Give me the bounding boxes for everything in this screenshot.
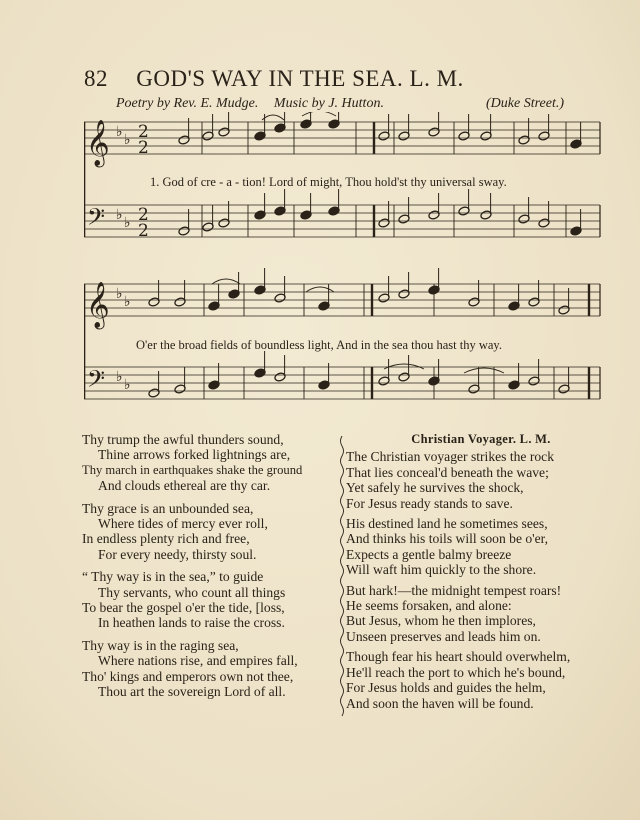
stanza-line: The Christian voyager strikes the rock xyxy=(346,449,555,465)
stanza-line: But Jesus, whom he then implores, xyxy=(346,613,536,629)
verse-line: Where nations rise, and empires fall, xyxy=(98,653,298,669)
svg-text:♭: ♭ xyxy=(116,369,123,385)
verse-4 xyxy=(82,569,344,631)
poetry-credit: Poetry by Rev. E. Mudge. xyxy=(116,96,259,111)
svg-text:♭: ♭ xyxy=(124,377,131,393)
verse-line: Thy trump the awful thunders sound, xyxy=(82,432,284,447)
svg-text:♭: ♭ xyxy=(124,215,131,231)
second-hymn xyxy=(346,432,616,716)
stanza-4 xyxy=(346,649,616,711)
verse-3 xyxy=(82,501,344,563)
verse-line: Thine arrows forked lightnings are, xyxy=(98,447,291,463)
stanza-line: Will waft him quickly to the shore. xyxy=(346,562,537,578)
page-number: 82 xyxy=(84,66,108,91)
svg-text:2: 2 xyxy=(138,205,149,225)
verse-line: Thy way is in the raging sea, xyxy=(82,637,239,653)
music-credit: Music by J. Hutton. xyxy=(273,96,384,111)
svg-text:♭: ♭ xyxy=(124,132,131,148)
svg-text:♭: ♭ xyxy=(116,207,123,223)
verse-line: Where tides of mercy ever roll, xyxy=(98,516,268,532)
svg-text:𝄞: 𝄞 xyxy=(86,282,110,328)
verse-line: Thou art the sovereign Lord of all. xyxy=(98,684,286,700)
verse-line: To bear the gospel o'er the tide, [loss, xyxy=(82,600,285,616)
verse-line: Thy grace is an unbounded sea, xyxy=(82,500,254,516)
stanza-line: Yet safely he survives the shock, xyxy=(346,480,524,496)
verse-5 xyxy=(82,638,344,700)
svg-text:2: 2 xyxy=(138,221,149,241)
page-header xyxy=(84,66,604,92)
stanza-1 xyxy=(346,449,616,511)
verse-line: Thy servants, who count all things xyxy=(98,584,286,600)
verse-2 xyxy=(82,432,344,494)
stanza-line: For Jesus holds and guides the helm, xyxy=(346,680,546,696)
verse-line: Thy march in earthquakes shake the ground xyxy=(82,462,303,477)
hymn-title: GOD'S WAY IN THE SEA. L. M. xyxy=(136,66,464,91)
lyric-line-2: O'er the broad fields of boundless light, And in the sea thou hast thy way. xyxy=(136,338,502,352)
stanza-line: Expects a gentle balmy breeze xyxy=(346,546,512,562)
stanza-line: But hark!—the midnight tempest roars! xyxy=(346,582,562,598)
music-score xyxy=(84,112,604,432)
stanza-2 xyxy=(346,516,616,578)
stanza-3 xyxy=(346,583,616,645)
tune-name: (Duke Street.) xyxy=(486,96,564,111)
svg-text:2: 2 xyxy=(138,122,149,142)
hymn-credits xyxy=(116,96,596,112)
stanza-line: He seems forsaken, and alone: xyxy=(346,598,512,614)
svg-text:𝄢: 𝄢 xyxy=(87,203,106,236)
verse-line: And clouds ethereal are thy car. xyxy=(98,478,271,494)
stanza-line: That lies conceal'd beneath the wave; xyxy=(346,464,549,480)
stanza-line: For Jesus ready stands to save. xyxy=(346,495,513,511)
verse-line: For every needy, thirsty soul. xyxy=(98,546,257,562)
stanza-line: Unseen preserves and leads him on. xyxy=(346,628,541,644)
svg-text:𝄢: 𝄢 xyxy=(87,365,106,398)
verse-line: In endless plenty rich and free, xyxy=(82,531,250,547)
stanza-line: He'll reach the port to which he's bound, xyxy=(346,664,566,680)
stanza-line: And thinks his toils will soon be o'er, xyxy=(346,531,549,547)
verse-line: Tho' kings and emperors own not thee, xyxy=(82,668,294,684)
verse-line: “ Thy way is in the sea,” to guide xyxy=(82,569,264,585)
stanza-line: And soon the haven will be found. xyxy=(346,695,534,711)
svg-text:2: 2 xyxy=(138,138,149,158)
svg-text:♭: ♭ xyxy=(116,124,123,140)
second-hymn-title: Christian Voyager. L. M. xyxy=(411,432,551,446)
stanza-line: His destined land he sometimes sees, xyxy=(346,516,548,532)
svg-text:♭: ♭ xyxy=(116,286,123,302)
column-divider xyxy=(338,436,346,726)
svg-text:𝄞: 𝄞 xyxy=(86,120,110,166)
stanza-line: Though fear his heart should overwhelm, xyxy=(346,649,571,665)
verse-line: In heathen lands to raise the cross. xyxy=(98,615,285,631)
verses-column xyxy=(82,432,344,707)
svg-text:♭: ♭ xyxy=(124,294,131,310)
lyric-line-1: 1. God of cre - a - tion! Lord of might, Thou hold'st thy universal sway. xyxy=(150,175,507,189)
